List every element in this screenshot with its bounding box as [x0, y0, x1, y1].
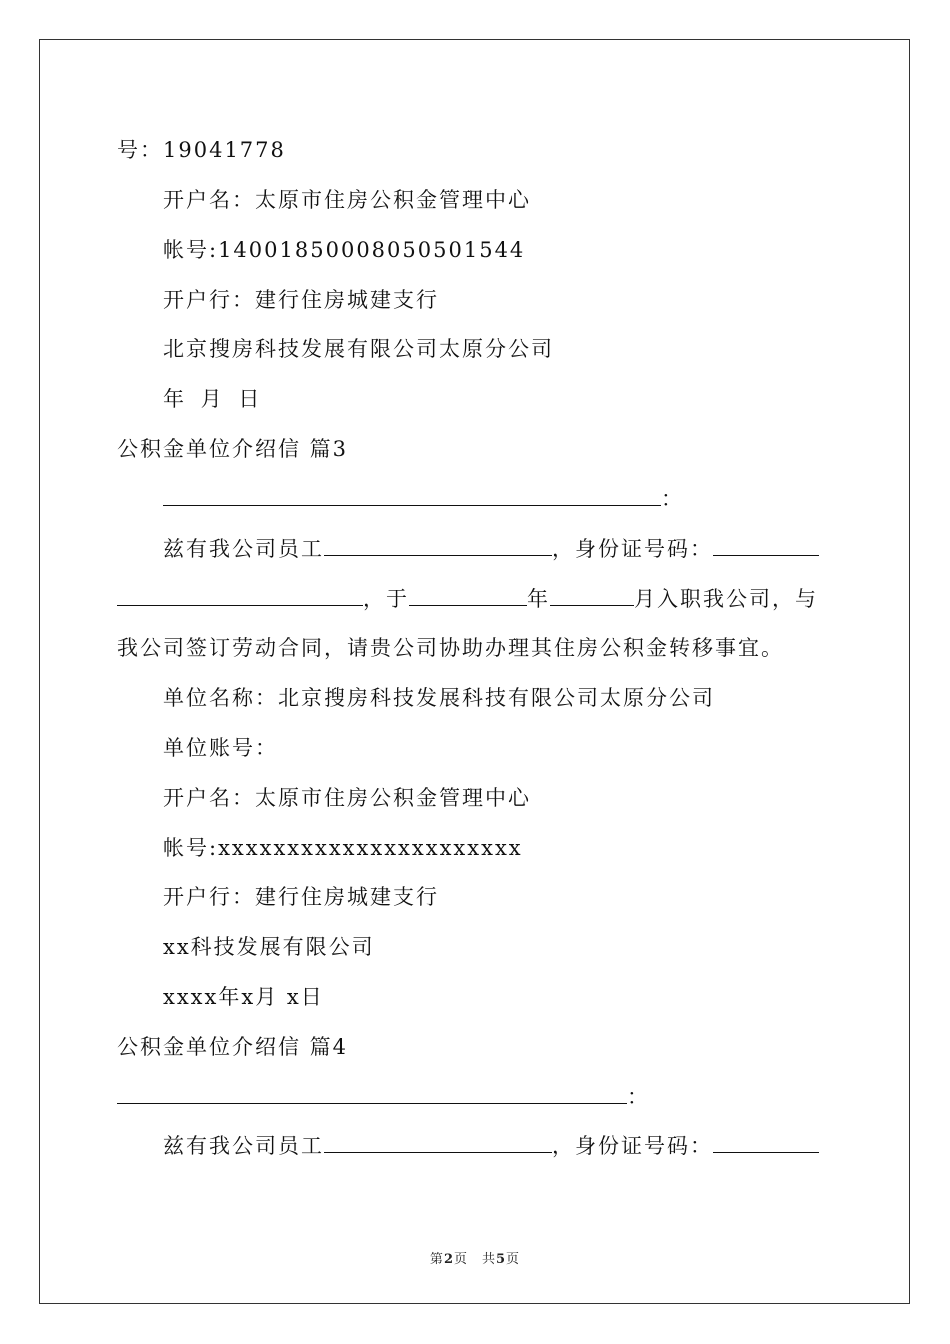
id-number-blank-2	[713, 1134, 819, 1153]
page-border	[39, 39, 910, 1304]
id-number-label-2: ，身份证号码：	[552, 1134, 713, 1158]
company-line: 北京搜房科技发展有限公司太原分公司	[163, 337, 554, 361]
current-page-number: 2	[443, 1252, 454, 1267]
company-line-2: xx科技发展有限公司	[163, 935, 375, 959]
account-name-line: 开户名：太原市住房公积金管理中心	[163, 188, 531, 212]
employee-line	[163, 535, 819, 563]
recipient-blank-2	[117, 1085, 627, 1104]
id-number-blank	[713, 537, 819, 556]
contract-line: 我公司签订劳动合同，请贵公司协助办理其住房公积金转移事宜。	[117, 636, 784, 660]
id-number-blank-cont	[117, 587, 363, 606]
month-label: 月入职我公司，与	[634, 587, 818, 611]
employee-name-blank-2	[324, 1134, 552, 1153]
join-label: ，于	[363, 587, 409, 611]
recipient-line-2	[117, 1083, 650, 1111]
employee-name-blank	[324, 537, 552, 556]
bank-line-2: 开户行：建行住房城建支行	[163, 885, 439, 909]
footer-suffix: 页	[506, 1252, 521, 1267]
recipient-line	[163, 485, 684, 513]
section-heading-4: 公积金单位介绍信 篇4	[117, 1035, 349, 1059]
employee-label: 兹有我公司员工	[163, 537, 324, 561]
employee-line-2	[163, 1132, 819, 1160]
bank-line: 开户行：建行住房城建支行	[163, 288, 439, 312]
employee-label-2: 兹有我公司员工	[163, 1134, 324, 1158]
recipient-colon: ：	[661, 487, 684, 511]
month-blank	[550, 587, 634, 606]
footer-mid: 页 共	[453, 1252, 496, 1267]
year-blank	[409, 587, 527, 606]
join-date-line	[117, 585, 818, 613]
page-footer	[0, 1248, 950, 1267]
unit-name-line: 单位名称：北京搜房科技发展科技有限公司太原分公司	[163, 686, 715, 710]
footer-prefix: 第	[429, 1252, 444, 1267]
id-number-label: ，身份证号码：	[552, 537, 713, 561]
account-no-line: 帐号:14001850008050501544	[163, 238, 526, 262]
date-line-2: xxxx年x月 x日	[163, 985, 324, 1009]
total-page-number: 5	[496, 1252, 507, 1267]
account-no-line-2: 帐号:xxxxxxxxxxxxxxxxxxxxxx	[163, 836, 523, 860]
recipient-colon-2: ：	[627, 1085, 650, 1109]
recipient-blank	[163, 487, 661, 506]
account-name-line-2: 开户名：太原市住房公积金管理中心	[163, 786, 531, 810]
section-heading-3: 公积金单位介绍信 篇3	[117, 437, 349, 461]
account-number-line: 号：19041778	[117, 138, 286, 162]
year-label: 年	[527, 587, 550, 611]
unit-account-line: 单位账号：	[163, 736, 278, 760]
date-line: 年 月 日	[163, 387, 262, 411]
